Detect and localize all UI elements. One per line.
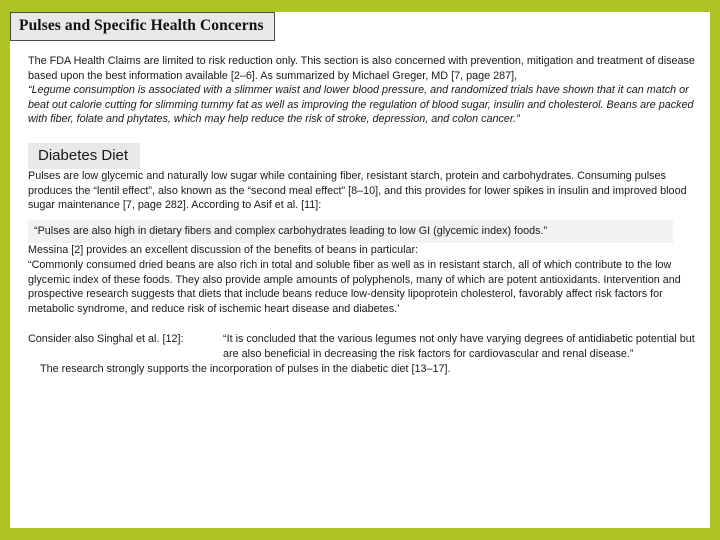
quote-singhal: “It is concluded that the various legumes not only have varying degrees of antidiabetic potential but are also beneficial in decreasing the risk factors for cardiovascular and renal disease.” xyxy=(223,333,695,360)
content-panel xyxy=(10,12,710,528)
paragraph-messina-intro: Messina [2] provides an excellent discussion of the benefits of beans in particular: xyxy=(28,244,419,257)
quote-messina: “Commonly consumed dried beans are also rich in total and soluble fiber as well as in resistant starch, all of which contribute to the low glycemic index of these foods. They also provide ample amounts of polyphenols, many of which are potent antioxidants. Intervention and prospective research suggests that diets that include beans reduce low-density lipoprotein cholesterol, favorably affect risk factors for metabolic syndrome, and reduce risk of ischemic heart disease and diabetes.’ xyxy=(28,258,681,315)
slide-body xyxy=(20,54,720,376)
quote-greger: “Legume consumption is associated with a slimmer waist and lower blood pressure, and randomized trials have shown that it can match or beat out calorie cutting for slimming tummy fat as well as improving the regulation of blood sugar, insulin and cholesterol. Beans are packed with fiber, folate and phytates, which may help reduce the risk of stroke, depression, and colon cancer.” xyxy=(28,84,694,126)
section-header-diabetes-diet: Diabetes Diet xyxy=(28,143,140,169)
paragraph-diabetes-intro: Pulses are low glycemic and naturally low sugar while containing fiber, resistant starch, protein and carbohydrates. Consuming pulses produces the “lentil effect”, also known as the “second meal effect” [8–10], and this provides for lower spikes in insulin and improved blood sugar maintenance [7, page 282]. According to Asif et al. [11]: xyxy=(28,169,687,212)
paragraph-research-note: The research strongly supports the incorporation of pulses in the diabetic diet [13–17]. xyxy=(40,362,451,375)
paragraph-intro: The FDA Health Claims are limited to risk reduction only. This section is also concerned with prevention, mitigation and treatment of disease based upon the best information available [2–6]. As summarized by Michael Greger, MD [7, page 287], xyxy=(28,55,695,82)
consider-singhal-label: Consider also Singhal et al. [12]: xyxy=(28,333,184,346)
consider-singhal-row xyxy=(28,332,710,361)
quote-asif-highlight: “Pulses are also high in dietary fibers and complex carbohydrates leading to low GI (glycemic index) foods.” xyxy=(28,220,673,244)
slide-title-box xyxy=(10,12,275,41)
page-title: Pulses and Specific Health Concerns xyxy=(19,17,264,34)
